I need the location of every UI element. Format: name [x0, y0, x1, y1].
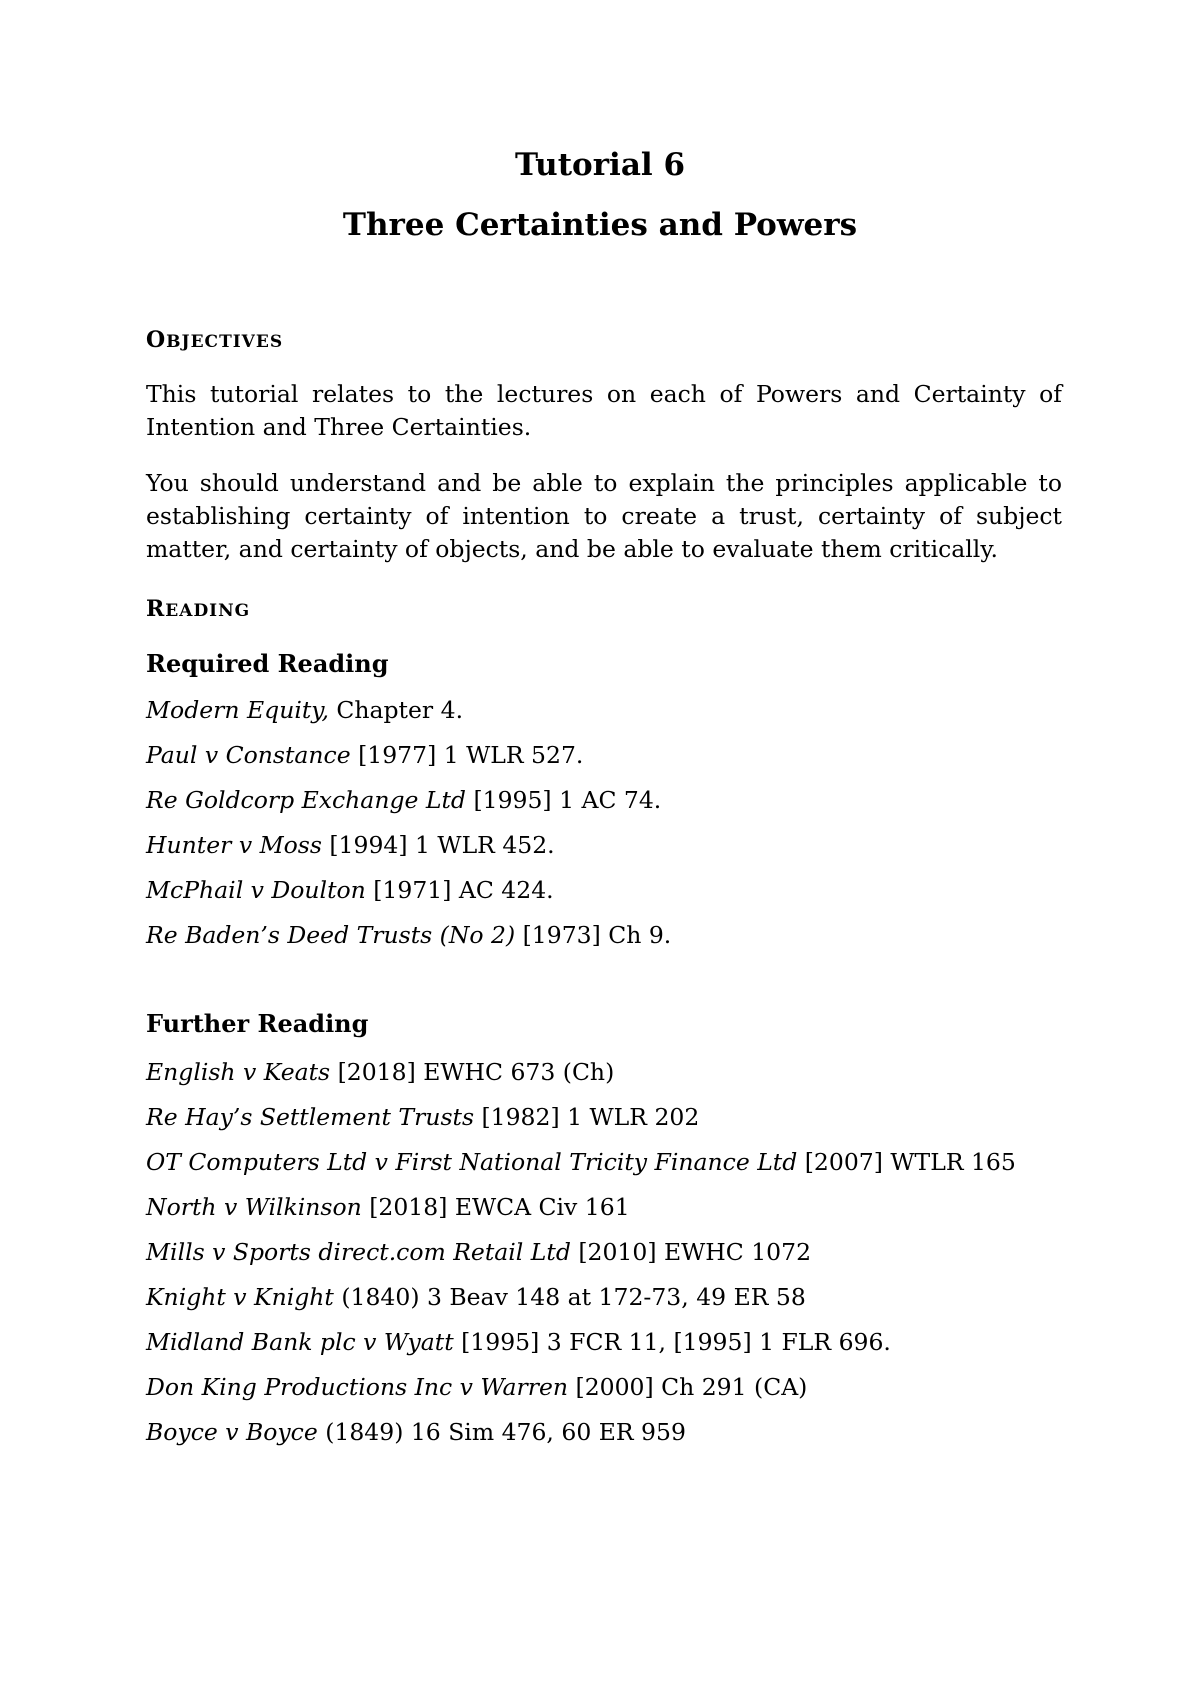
case-citation: [2018] EWCA Civ 161 — [361, 1193, 630, 1221]
case-citation: Chapter 4. — [328, 696, 464, 724]
required-reading-list — [146, 688, 1106, 958]
case-citation: [1994] 1 WLR 452. — [321, 831, 555, 859]
list-item — [146, 868, 1106, 913]
case-name: Paul v Constance — [146, 741, 351, 769]
case-name: Hunter v Moss — [146, 831, 322, 859]
reading-heading — [146, 596, 250, 624]
further-reading-list — [146, 1050, 1106, 1455]
case-citation: (1840) 3 Beav 148 at 172-73, 49 ER 58 — [333, 1283, 806, 1311]
case-citation: [1995] 1 AC 74. — [465, 786, 662, 814]
list-item — [146, 913, 1106, 958]
required-reading-heading: Required Reading — [146, 649, 389, 678]
case-name: Re Goldcorp Exchange Ltd — [146, 786, 466, 814]
list-item — [146, 1140, 1106, 1185]
objectives-heading — [146, 327, 283, 355]
document-subtitle: Three Certainties and Powers — [342, 207, 858, 243]
case-citation: [1982] 1 WLR 202 — [474, 1103, 700, 1131]
objectives-heading-initial: O — [146, 327, 167, 353]
case-name: Boyce v Boyce — [146, 1418, 318, 1446]
case-name: Mills v Sports direct.com Retail Ltd — [146, 1238, 571, 1266]
case-citation: [1973] Ch 9. — [515, 921, 672, 949]
case-name: Modern Equity, — [146, 696, 329, 724]
list-item — [146, 1050, 1106, 1095]
list-item — [146, 1230, 1106, 1275]
reading-heading-initial: R — [146, 596, 166, 622]
case-name: Don King Productions Inc v Warren — [146, 1373, 569, 1401]
list-item — [146, 778, 1106, 823]
case-citation: [2000] Ch 291 (CA) — [568, 1373, 808, 1401]
case-citation: [1995] 3 FCR 11, [1995] 1 FLR 696. — [453, 1328, 891, 1356]
list-item — [146, 1410, 1106, 1455]
list-item — [146, 1365, 1106, 1410]
list-item — [146, 688, 1106, 733]
objectives-paragraph-2: You should understand and be able to explain the principles applicable to establishing certainty of intention to create a trust, certainty of subject matter, and certainty of objects, and be able to evaluate them critically. — [146, 469, 1062, 563]
further-reading-heading: Further Reading — [146, 1009, 369, 1038]
list-item — [146, 1320, 1106, 1365]
list-item — [146, 823, 1106, 868]
case-citation: (1849) 16 Sim 476, 60 ER 959 — [317, 1418, 686, 1446]
reading-heading-rest: EADING — [165, 601, 251, 621]
case-name: Re Hay’s Settlement Trusts — [146, 1103, 475, 1131]
objectives-heading-rest: BJECTIVES — [166, 332, 284, 352]
case-name: North v Wilkinson — [146, 1193, 362, 1221]
list-item — [146, 733, 1106, 778]
case-name: OT Computers Ltd v First National Tricity Finance Ltd — [146, 1148, 798, 1176]
case-citation: [1971] AC 424. — [365, 876, 554, 904]
case-citation: [2018] EWHC 673 (Ch) — [330, 1058, 615, 1086]
document-title: Tutorial 6 — [514, 147, 686, 183]
objectives-paragraph-1: This tutorial relates to the lectures on each of Powers and Certainty of Intention and Three Certainties. — [146, 380, 1062, 441]
case-name: McPhail v Doulton — [146, 876, 366, 904]
list-item — [146, 1095, 1106, 1140]
case-citation: [2010] EWHC 1072 — [570, 1238, 812, 1266]
case-name: Re Baden’s Deed Trusts (No 2) — [146, 921, 516, 949]
list-item — [146, 1275, 1106, 1320]
case-citation: [1977] 1 WLR 527. — [350, 741, 584, 769]
case-name: Knight v Knight — [146, 1283, 334, 1311]
case-name: Midland Bank plc v Wyatt — [146, 1328, 454, 1356]
list-item — [146, 1185, 1106, 1230]
case-name: English v Keats — [146, 1058, 331, 1086]
case-citation: [2007] WTLR 165 — [797, 1148, 1016, 1176]
